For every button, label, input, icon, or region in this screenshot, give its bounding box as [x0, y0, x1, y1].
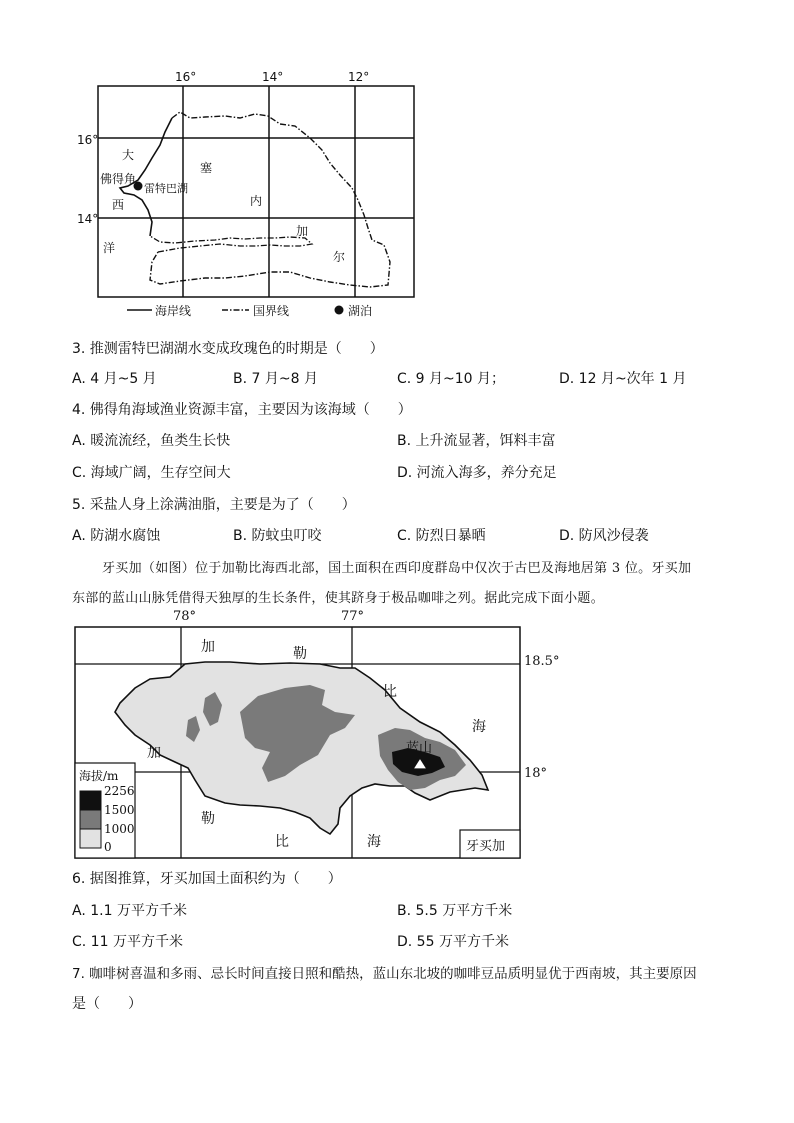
legend-swatch-1500-2256 [80, 791, 101, 810]
q6-option-d: D. 55 万平方千米 [397, 934, 509, 950]
sea-label-bi1: 比 [383, 684, 397, 700]
q3-option-c: C. 9 月~10 月； [397, 371, 506, 387]
sea-label-jia2: 加 [147, 745, 161, 761]
label-sai: 塞 [200, 161, 213, 175]
q6-option-b: B. 5.5 万平方千米 [397, 903, 513, 919]
q5-option-a: A. 防湖水腐蚀 [72, 528, 161, 544]
label-lake-retba: 雷特巴湖 [144, 182, 188, 195]
q5-option-c: C. 防烈日暴晒 [397, 528, 486, 544]
label-cape-verde: 佛得角 [100, 172, 137, 186]
legend-coast-label: 海岸线 [155, 304, 192, 318]
q5-option-b: B. 防蚊虫叮咬 [233, 528, 322, 544]
label-xi: 西 [112, 198, 125, 212]
q4-option-c: C. 海域广阔，生存空间大 [72, 465, 231, 481]
legend-swatch-1000-1500 [80, 810, 101, 829]
intro-paragraph-line1: 牙买加（如图）位于加勒比海西北部，国土面积在西印度群岛中仅次于古巴及海地居第 3 位。牙买加 [102, 561, 692, 576]
question-5: 5. 采盐人身上涂满油脂，主要是为了（ ） [72, 497, 356, 513]
lon-label-14: 14° [262, 70, 284, 84]
sea-label-jia1: 加 [201, 639, 215, 655]
legend-border-label: 国界线 [253, 304, 290, 318]
intro-paragraph-line2: 东部的蓝山山脉凭借得天独厚的生长条件，使其跻身于极品咖啡之列。据此完成下面小题。 [72, 591, 605, 606]
country-name-label: 牙买加 [466, 839, 506, 854]
sea-label-hai1: 海 [472, 719, 486, 735]
q6-option-a: A. 1.1 万平方千米 [72, 903, 187, 919]
lat-label-16: 16° [77, 133, 99, 147]
q6-option-c: C. 11 万平方千米 [72, 934, 183, 950]
legend-value-1500: 1500 [104, 803, 135, 817]
legend-value-1000: 1000 [104, 822, 135, 836]
lon-label-16: 16° [175, 70, 197, 84]
label-da: 大 [122, 148, 135, 162]
question-4: 4. 佛得角海域渔业资源丰富，主要因为该海域（ ） [72, 402, 412, 418]
question-6: 6. 据图推算，牙买加国土面积约为（ ） [72, 871, 342, 887]
label-er: 尔 [333, 250, 346, 264]
q5-option-d: D. 防风沙侵袭 [559, 528, 649, 544]
lon-label-77: 77° [341, 609, 365, 624]
q3-option-a: A. 4 月~5 月 [72, 371, 157, 387]
lat-label-18-5: 18.5° [524, 654, 560, 669]
label-jia: 加 [296, 224, 309, 238]
lon-label-78: 78° [173, 609, 197, 624]
q4-option-b: B. 上升流显著，饵料丰富 [397, 433, 556, 449]
lat-label-14: 14° [77, 212, 99, 226]
legend-swatch-0-1000 [80, 829, 101, 848]
q3-option-d: D. 12 月~次年 1 月 [559, 371, 687, 387]
label-blue-mountain: 蓝山 [406, 741, 433, 756]
q3-option-b: B. 7 月~8 月 [233, 371, 318, 387]
label-nei: 内 [250, 194, 263, 208]
sea-label-le2: 勒 [201, 811, 215, 827]
question-7-line2: 是（ ） [72, 996, 142, 1012]
q4-option-a: A. 暖流流经，鱼类生长快 [72, 433, 231, 449]
legend-value-2256: 2256 [104, 784, 135, 798]
question-7-line1: 7. 咖啡树喜温和多雨、忌长时间直接日照和酷热，蓝山东北坡的咖啡豆品质明显优于西南坡，其主要原因 [72, 966, 697, 982]
lat-label-18: 18° [524, 766, 548, 781]
q4-option-d: D. 河流入海多，养分充足 [397, 465, 557, 481]
legend-title: 海拔/m [79, 769, 119, 783]
sea-label-le1: 勒 [293, 646, 307, 662]
sea-label-hai2: 海 [367, 834, 381, 850]
label-yang: 洋 [103, 241, 116, 255]
legend-lake-label: 湖泊 [348, 304, 373, 318]
legend-value-0: 0 [104, 840, 112, 854]
lon-label-12: 12° [348, 70, 370, 84]
sea-label-bi2: 比 [275, 834, 289, 850]
question-3: 3. 推测雷特巴湖湖水变成玫瑰色的时期是（ ） [72, 341, 384, 357]
